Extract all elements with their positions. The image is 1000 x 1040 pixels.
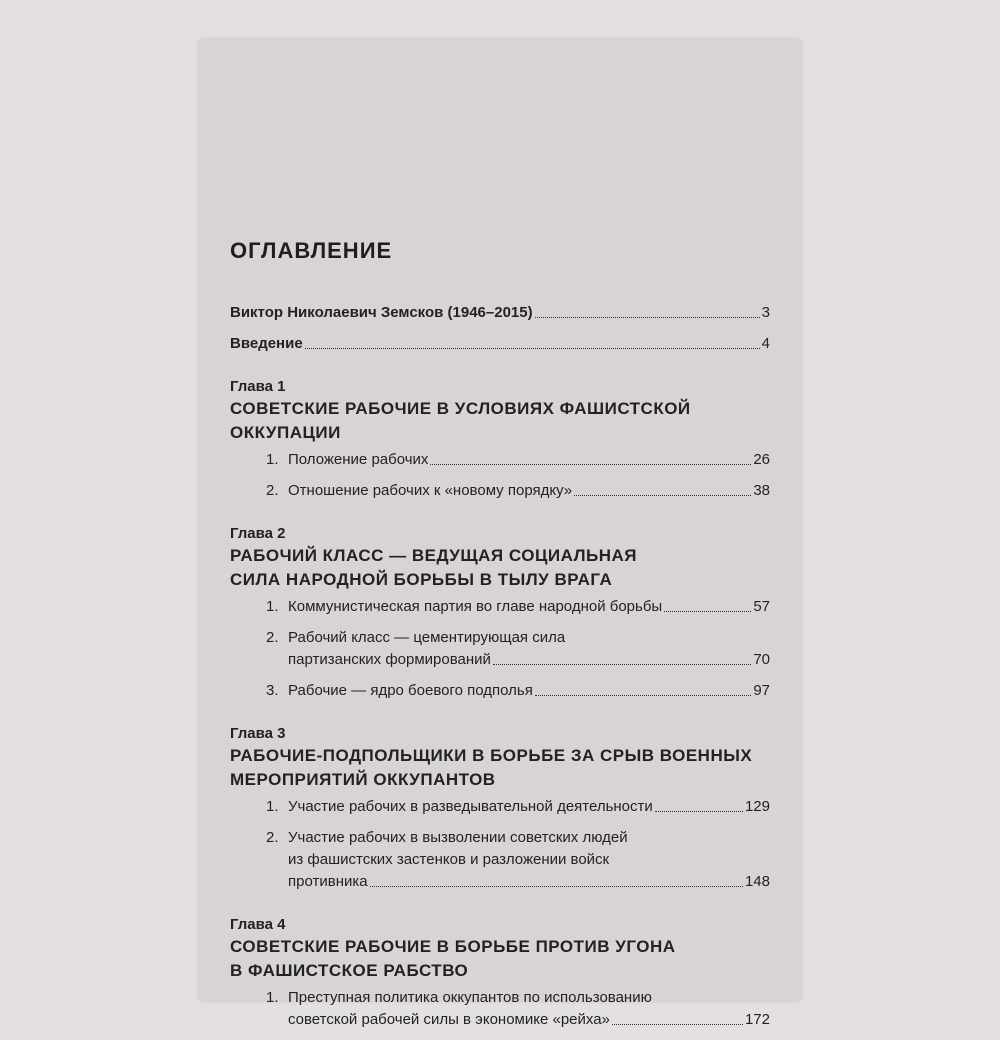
toc-entry-front (230, 302, 770, 324)
chapter-title-line: РАБОЧИЙ КЛАСС — ВЕДУЩАЯ СОЦИАЛЬНАЯ (230, 546, 637, 565)
leader-dots (370, 886, 743, 887)
entry-number: 2. (266, 629, 279, 646)
chapter-title-line: В ФАШИСТСКОЕ РАБСТВО (230, 961, 469, 980)
chapter-title (230, 544, 770, 592)
toc-entry (230, 987, 770, 1031)
chapter-label: Глава 4 (230, 916, 286, 933)
entry-text: Отношение рабочих к «новому порядку» (288, 482, 573, 499)
entry-text: Коммунистическая партия во главе народной борьбы (288, 598, 663, 615)
toc-title: ОГЛАВЛЕНИЕ (230, 238, 393, 263)
entry-text: Участие рабочих в разведывательной деятельности (288, 798, 653, 815)
toc-entry (230, 827, 770, 893)
entry-text: из фашистских застенков и разложении войск (288, 851, 610, 868)
chapter-title-line: СОВЕТСКИЕ РАБОЧИЕ В БОРЬБЕ ПРОТИВ УГОНА (230, 937, 676, 956)
entry-number: 1. (266, 798, 279, 815)
toc-entry-front (230, 333, 770, 355)
page-number: 148 (744, 873, 770, 890)
entry-number: 1. (266, 451, 279, 468)
page-number: 97 (753, 682, 770, 699)
chapter-title-line: РАБОЧИЕ-ПОДПОЛЬЩИКИ В БОРЬБЕ ЗА СРЫВ ВОЕННЫХ (230, 746, 753, 765)
entry-text: советской рабочей силы в экономике «рейха» (288, 1011, 610, 1028)
chapter-title (230, 935, 770, 983)
leader-dots (655, 811, 743, 812)
chapter-title-line: ОККУПАЦИИ (230, 423, 341, 442)
toc-entry (230, 627, 770, 671)
page-number: 26 (753, 451, 770, 468)
chapter-3 (230, 724, 770, 893)
leader-dots (664, 611, 751, 612)
entry-text: противника (288, 873, 368, 890)
chapter-title-line: МЕРОПРИЯТИЙ ОККУПАНТОВ (230, 770, 496, 789)
leader-dots (430, 464, 751, 465)
leader-dots (493, 664, 751, 665)
leader-dots (535, 695, 751, 696)
entry-number: 2. (266, 829, 279, 846)
entry-text: Рабочий класс — цементирующая сила (288, 629, 566, 646)
page-number: 70 (753, 651, 770, 668)
page-number: 172 (744, 1011, 770, 1028)
entry-text: Рабочие — ядро боевого подполья (288, 682, 533, 699)
leader-dots (612, 1024, 743, 1025)
chapter-label: Глава 3 (230, 725, 286, 742)
leader-dots (305, 348, 760, 349)
toc-entry (230, 449, 770, 471)
chapter-1 (230, 377, 770, 502)
entry-text: Виктор Николаевич Земсков (1946–2015) (230, 304, 533, 321)
chapter-title (230, 397, 770, 445)
entry-text: партизанских формирований (288, 651, 491, 668)
entry-text: Введение (230, 335, 303, 352)
toc-entry (230, 796, 770, 818)
entry-text: Преступная политика оккупантов по использованию (288, 989, 652, 1006)
chapter-title (230, 744, 770, 792)
entry-number: 2. (266, 482, 279, 499)
page-number: 38 (753, 482, 770, 499)
chapter-title-line: СОВЕТСКИЕ РАБОЧИЕ В УСЛОВИЯХ ФАШИСТСКОЙ (230, 399, 691, 418)
page-number: 4 (761, 335, 770, 352)
page-number: 129 (744, 798, 770, 815)
table-of-contents (230, 238, 770, 1040)
entry-number: 3. (266, 682, 279, 699)
page-number: 57 (753, 598, 770, 615)
leader-dots (574, 495, 751, 496)
chapter-2 (230, 524, 770, 702)
entry-text: Положение рабочих (288, 451, 429, 468)
page-number: 3 (761, 304, 770, 321)
chapter-title-line: СИЛА НАРОДНОЙ БОРЬБЫ В ТЫЛУ ВРАГА (230, 570, 613, 589)
leader-dots (535, 317, 760, 318)
chapter-label: Глава 2 (230, 525, 286, 542)
entry-number: 1. (266, 598, 279, 615)
chapter-4 (230, 915, 770, 1031)
entry-number: 1. (266, 989, 279, 1006)
toc-entry (230, 680, 770, 702)
toc-entry (230, 480, 770, 502)
entry-text: Участие рабочих в вызволении советских людей (288, 829, 628, 846)
chapter-label: Глава 1 (230, 378, 286, 395)
toc-entry (230, 596, 770, 618)
